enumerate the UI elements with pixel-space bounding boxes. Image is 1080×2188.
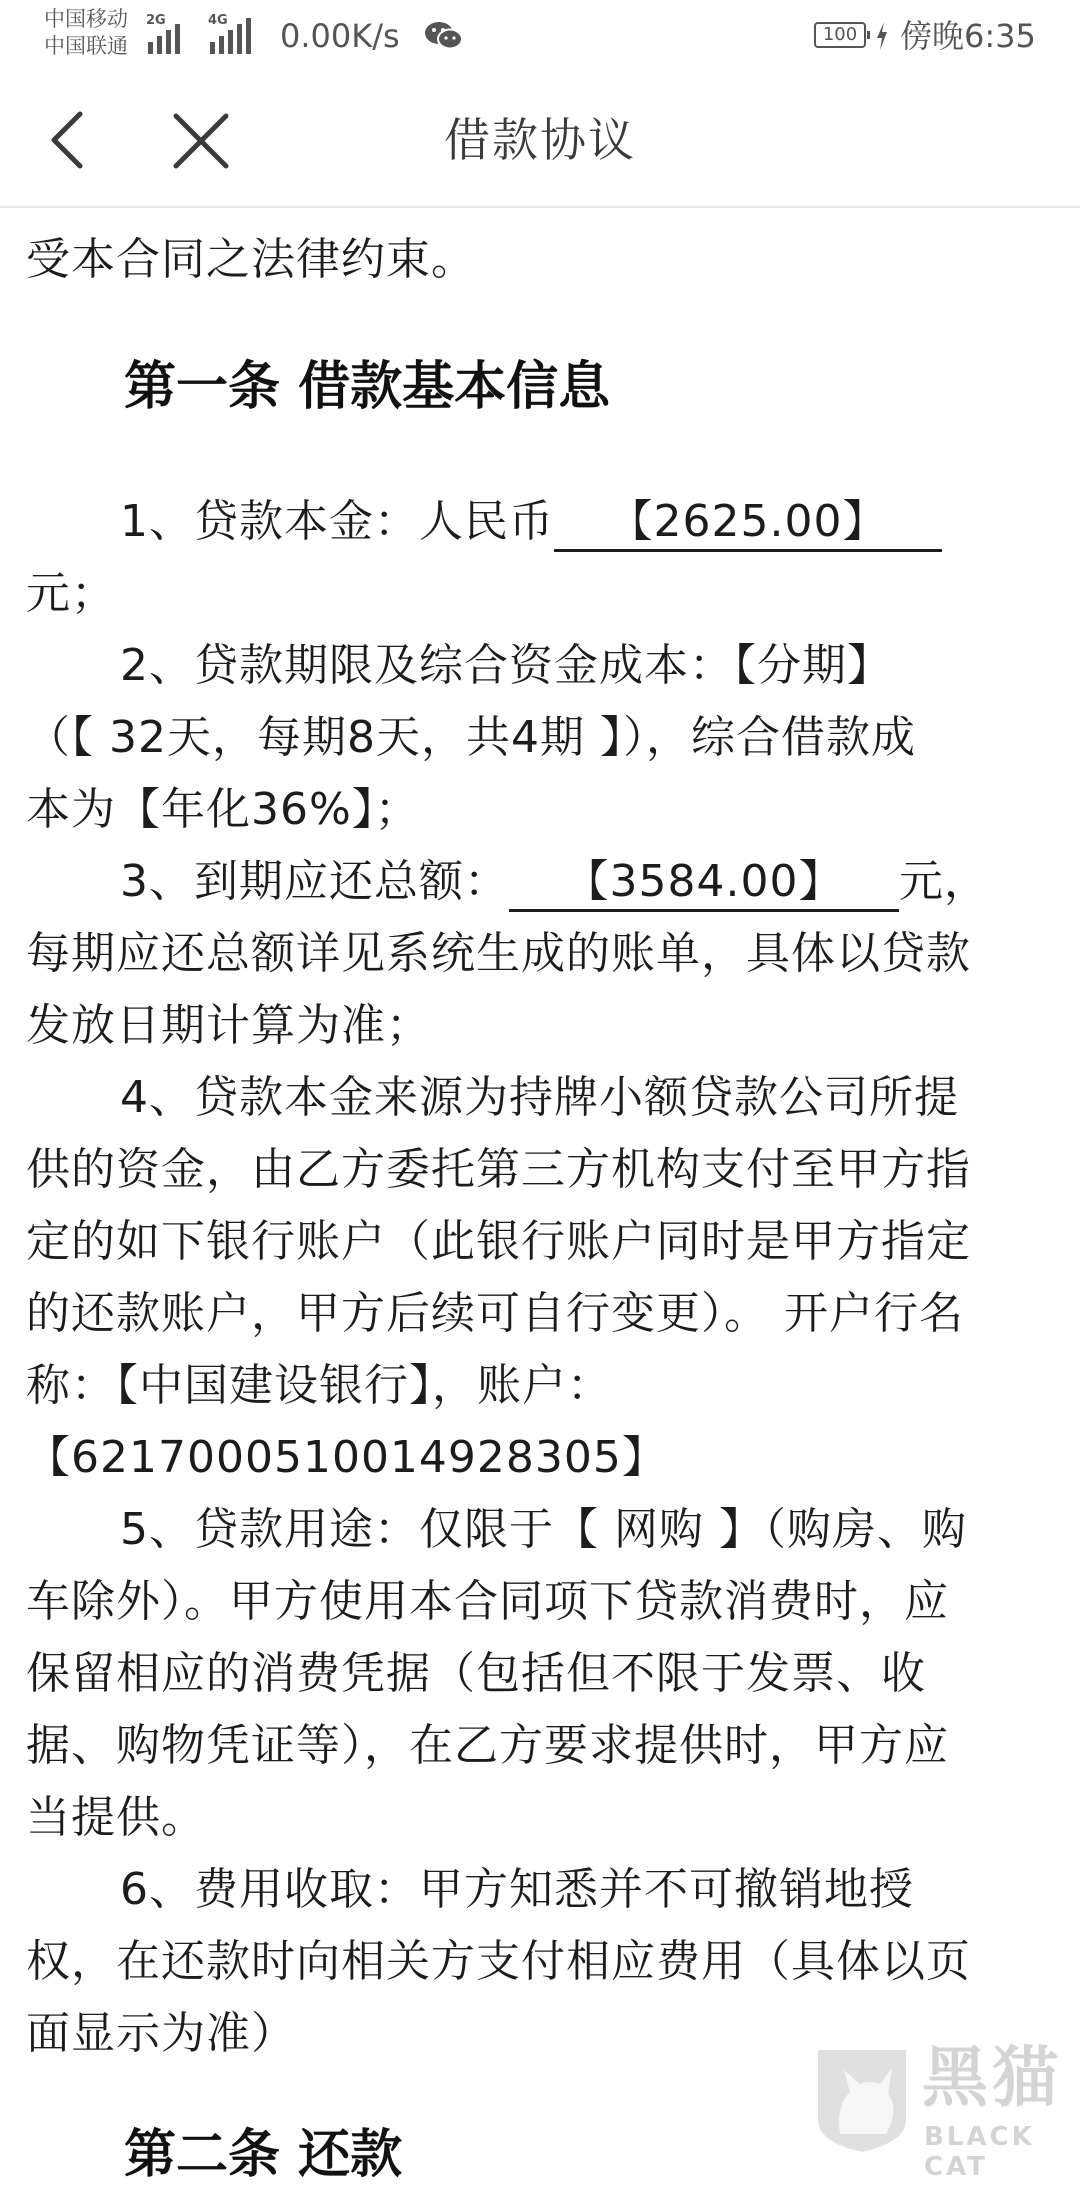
network-speed: 0.00K/s bbox=[280, 17, 400, 55]
clause-3-line: 发放日期计算为准； bbox=[26, 1000, 431, 1051]
clause-5-line: 保留相应的消费凭据（包括但不限于发票、收 bbox=[26, 1648, 926, 1699]
total-repayment-field: 【3584.00】 bbox=[509, 852, 899, 912]
battery-indicator: 100 bbox=[814, 22, 866, 48]
clause-3-line bbox=[120, 852, 989, 912]
clause-5-line: 据、购物凭证等），在乙方要求提供时，甲方应 bbox=[26, 1720, 949, 1771]
paragraph-line: 受本合同之法律约束。 bbox=[26, 234, 476, 285]
clause-3-suffix: 元， bbox=[899, 856, 989, 907]
watermark-brand-en: BLACK CAT bbox=[924, 2122, 1035, 2182]
clause-1-prefix: 1、贷款本金：人民币 bbox=[120, 496, 554, 547]
wechat-icon bbox=[424, 20, 464, 52]
clause-4-line: 定的如下银行账户（此银行账户同时是甲方指定 bbox=[26, 1216, 971, 1267]
clause-1-unit: 元； bbox=[26, 568, 116, 619]
clause-4-line: 的还款账户，甲方后续可自行变更）。 开户行名 bbox=[26, 1288, 964, 1339]
bank-account-number: 【6217000510014928305】 bbox=[26, 1432, 667, 1483]
clause-2-line: 2、贷款期限及综合资金成本：【分期】 bbox=[120, 640, 892, 691]
clause-5-line: 当提供。 bbox=[26, 1792, 206, 1843]
contract-content bbox=[0, 210, 1080, 2185]
section-heading-2: 第二条 还款 bbox=[124, 2125, 403, 2185]
clause-1-line bbox=[120, 492, 942, 552]
black-cat-watermark bbox=[810, 2039, 1080, 2182]
carrier-1: 中国移动 bbox=[44, 7, 128, 31]
bolt-icon bbox=[874, 20, 890, 52]
clause-2-line: （【 32天，每期8天，共4期 】），综合借款成 bbox=[26, 712, 916, 763]
loan-principal-field: 【2625.00】 bbox=[554, 492, 942, 552]
section-heading-1: 第一条 借款基本信息 bbox=[124, 357, 611, 417]
clause-5-line: 车除外）。甲方使用本合同项下贷款消费时，应 bbox=[26, 1576, 949, 1627]
carrier-names bbox=[44, 6, 128, 60]
clause-6-line: 面显示为准） bbox=[26, 2008, 296, 2059]
clause-6-line: 权，在还款时向相关方支付相应费用（具体以页 bbox=[26, 1936, 971, 1987]
clause-4-line: 称：【中国建设银行】，账户： bbox=[26, 1360, 612, 1411]
clause-6-line: 6、费用收取：甲方知悉并不可撤销地授 bbox=[120, 1864, 914, 1915]
clause-3-line: 每期应还总额详见系统生成的账单，具体以贷款 bbox=[26, 928, 971, 979]
clause-3-prefix: 3、到期应还总额： bbox=[120, 856, 509, 907]
sim2-signal-icon: 4G bbox=[210, 14, 251, 54]
clause-5-line: 5、贷款用途：仅限于【 网购 】（购房、购 bbox=[120, 1504, 967, 1555]
page-title: 借款协议 bbox=[444, 113, 636, 167]
clause-4-line: 供的资金，由乙方委托第三方机构支付至甲方指 bbox=[26, 1144, 971, 1195]
black-cat-logo-icon bbox=[810, 2046, 914, 2154]
carrier-2: 中国联通 bbox=[44, 34, 128, 58]
watermark-brand-cn: 黑猫 bbox=[922, 2039, 1062, 2116]
title-bar bbox=[0, 72, 1080, 208]
sim1-signal-icon: 2G bbox=[148, 14, 180, 54]
clause-4-line: 4、贷款本金来源为持牌小额贷款公司所提 bbox=[120, 1072, 959, 1123]
status-bar bbox=[0, 0, 1080, 72]
clause-2-line: 本为【年化36%】； bbox=[26, 784, 420, 835]
clock: 傍晚6:35 bbox=[900, 17, 1036, 55]
